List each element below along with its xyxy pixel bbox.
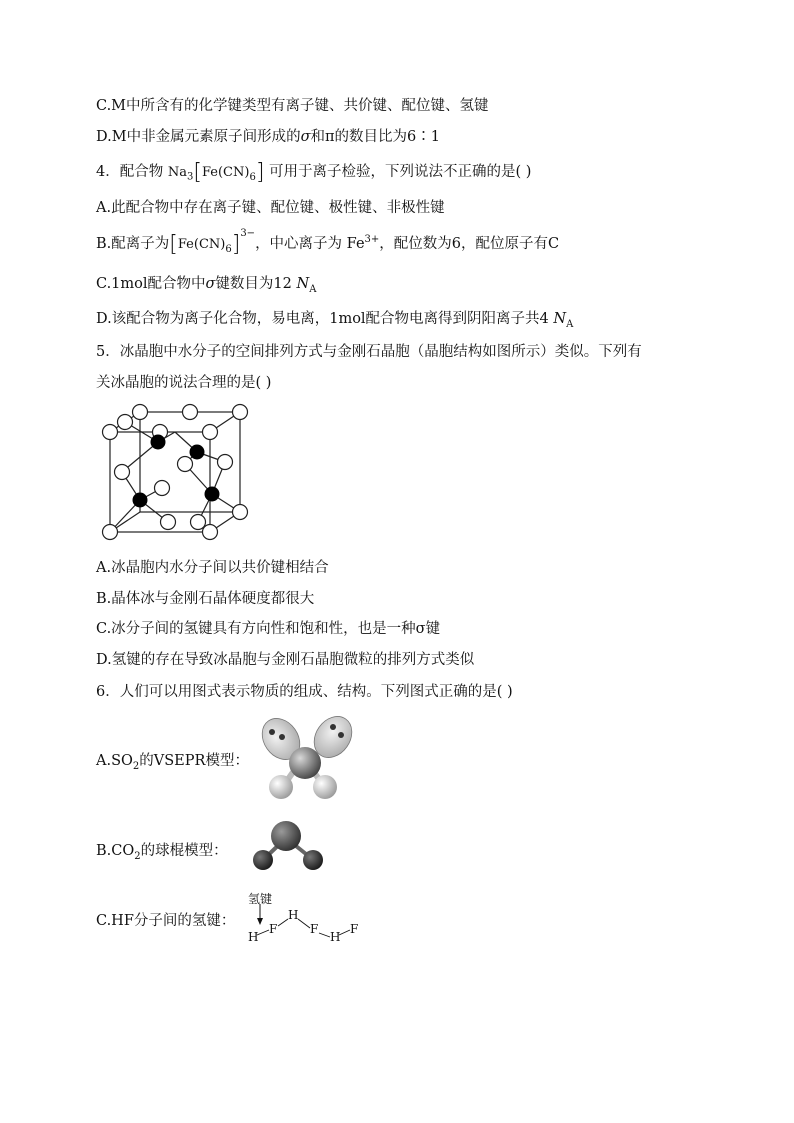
q6-option-b [96, 841, 228, 861]
q4-option-d [96, 309, 573, 329]
hf-hydrogen-bond-figure [240, 890, 370, 948]
atom-h-3: H [330, 930, 341, 944]
fe3-superscript: 3+ [364, 234, 380, 246]
bracket-open: [ [193, 160, 202, 185]
bracket-open-b: [ [169, 232, 178, 257]
formula-na [167, 165, 194, 183]
diamond-unit-cell-figure [100, 402, 260, 544]
avogadro-subscript-d: A [566, 318, 574, 330]
cn-ligand-b: (CN) [193, 237, 226, 252]
q5-option-d: D.氢键的存在导致冰晶胞与金刚石晶胞微粒的排列方式类似 [96, 652, 475, 668]
atom-f-2: F [310, 922, 319, 936]
atom-f-1: F [269, 922, 278, 936]
q4-option-c [96, 274, 316, 294]
q4-stem [96, 162, 531, 183]
hydrogen-bond-label: 氢键 [248, 892, 273, 906]
q5-option-c: C.冰分子间的氢键具有方向性和饱和性，也是一种σ键 [96, 621, 441, 637]
charge-superscript: 3− [240, 228, 256, 239]
q6-option-b-label: 的球棍模型： [140, 843, 228, 859]
q3-option-d-ratio: 的数目比为6∶1 [334, 129, 440, 145]
sigma-symbol: σ [300, 129, 311, 145]
q4-option-c-prefix: C.1mol配合物中 [96, 276, 206, 292]
co2-ball-stick-model-figure [245, 818, 330, 876]
atom-h-1: H [248, 930, 259, 944]
q3-option-d [96, 127, 440, 147]
avogadro-symbol-c: N [296, 276, 310, 292]
q4-option-d-text: D.该配合物为离子化合物，易电离，1mol配合物电离得到阴阳离子共4 [96, 311, 549, 327]
q5-option-a: A.冰晶胞内水分子间以共价键相结合 [96, 560, 329, 576]
atom-h-2: H [288, 908, 299, 922]
atom-f-3: F [350, 922, 359, 936]
q4-option-b-center: ，中心离子为 Fe [255, 236, 365, 252]
sigma-symbol-c: σ [205, 276, 216, 292]
bracket-close-b: ] [231, 232, 241, 257]
q5-stem-line1: 5．冰晶胞中水分子的空间排列方式与金刚石晶胞（晶胞结构如图所示）类似。下列有 [96, 344, 642, 360]
so2-vsepr-model-figure [255, 715, 365, 805]
pi-symbol: π [324, 129, 335, 145]
na-subscript: 3 [186, 171, 194, 183]
q5-option-b: B.晶体冰与金刚石晶体硬度都很大 [96, 591, 315, 607]
cn-subscript-b: 6 [225, 243, 232, 255]
co2-formula: B.CO [96, 843, 135, 859]
na-symbol: Na [167, 165, 187, 180]
q4-option-b-end: ，配位数为6，配位原子有C [379, 236, 560, 252]
avogadro-subscript-c: A [309, 283, 317, 295]
q6-option-a-label: 的VSEPR模型： [139, 753, 249, 769]
fe-symbol-b: Fe [177, 237, 194, 252]
q4-option-c-suffix: 键数目为12 [215, 276, 292, 292]
q4-option-a: A.此配合物中存在离子键、配位键、极性键、非极性键 [96, 200, 445, 216]
fe-symbol: Fe [201, 165, 218, 180]
bracket-close: ] [255, 160, 265, 185]
avogadro-symbol-d: N [553, 311, 567, 327]
q6-option-a [96, 751, 249, 771]
q4-stem-prefix: 4．配合物 [96, 164, 164, 180]
so2-subscript: 2 [132, 760, 140, 772]
q3-option-c: C.M中所含有的化学键类型有离子键、共价键、配位键、氢键 [96, 98, 489, 114]
q4-stem-suffix: 可用于离子检验，下列说法不正确的是( ) [269, 164, 532, 180]
q4-option-b [96, 228, 560, 257]
q3-option-d-text: D.M中非金属元素原子间形成的 [96, 129, 301, 145]
hf-bond-lines [240, 890, 370, 948]
q6-stem: 6．人们可以用图式表示物质的组成、结构。下列图式正确的是( ) [96, 684, 513, 700]
q6-option-c: C.HF分子间的氢键： [96, 913, 236, 929]
so2-formula: A.SO [96, 753, 133, 769]
q5-stem-line2: 关冰晶胞的说法合理的是( ) [96, 375, 272, 391]
cn-ligand: (CN) [217, 165, 250, 180]
co2-subscript: 2 [134, 850, 141, 862]
cn-subscript: 6 [249, 171, 256, 183]
q3-option-d-and: 和 [310, 129, 325, 145]
q4-option-b-prefix: B.配离子为 [96, 236, 170, 252]
